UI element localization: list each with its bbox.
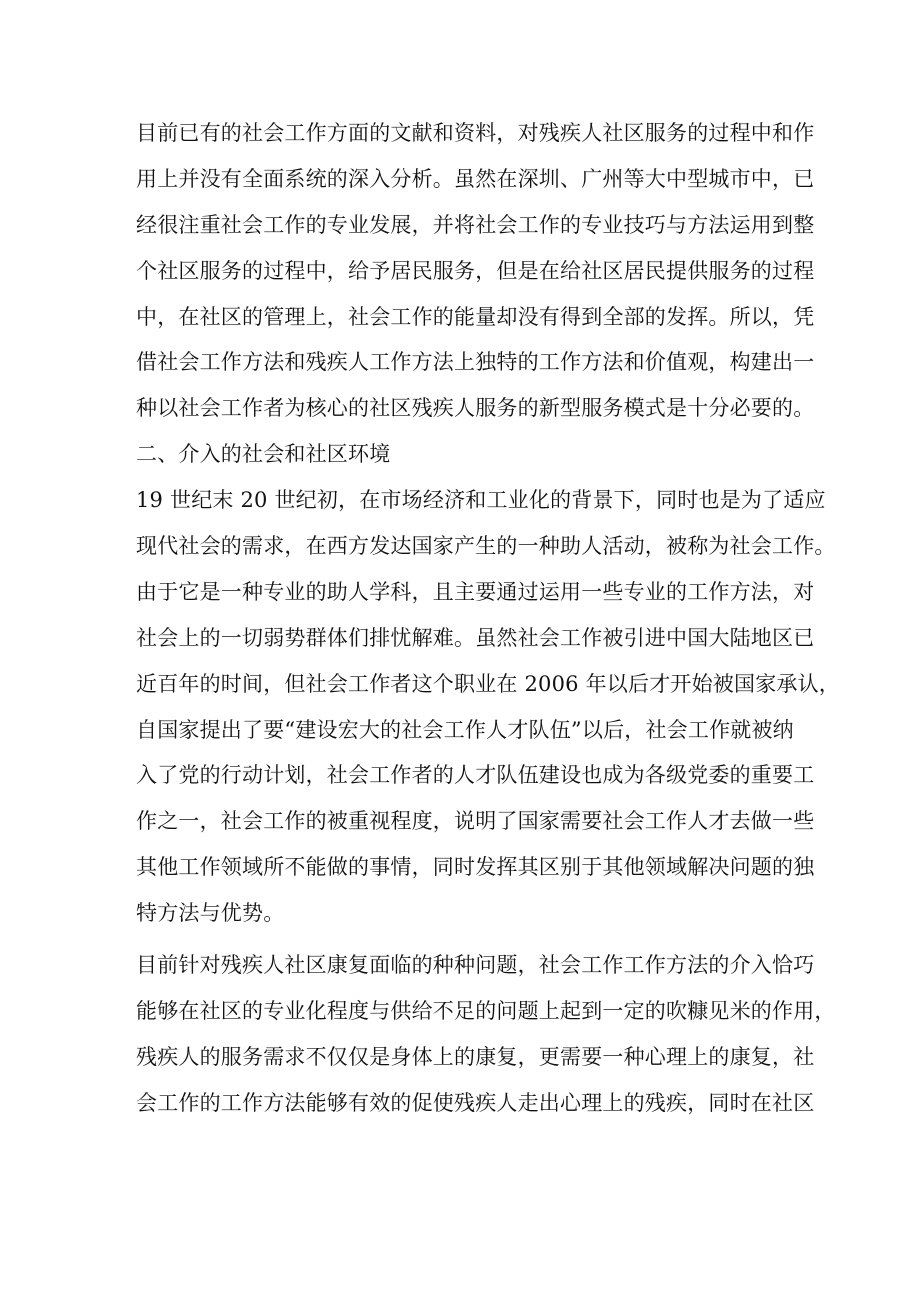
text-line: 入了党的行动计划，社会工作者的人才队伍建设也成为各级党委的重要工: [136, 763, 815, 788]
text-line: 社会上的一切弱势群体们排忧解难。虽然社会工作被引进中国大陆地区已: [136, 625, 815, 650]
text-line: 个社区服务的过程中，给予居民服务，但是在给社区居民提供服务的过程: [136, 258, 815, 283]
text-line: 中，在社区的管理上，社会工作的能量却没有得到全部的发挥。所以，凭: [136, 304, 815, 329]
text-line: 特方法与优势。: [136, 901, 285, 926]
text-line: 借社会工作方法和残疾人工作方法上独特的工作方法和价值观，构建出一: [136, 350, 815, 375]
text-line: 其他工作领域所不能做的事情，同时发挥其区别于其他领域解决问题的独: [136, 855, 815, 880]
text-line: 自国家提出了要“建设宏大的社会工作人才队伍”以后，社会工作就被纳: [136, 717, 794, 742]
text-line: 由于它是一种专业的助人学科，且主要通过运用一些专业的工作方法，对: [136, 579, 815, 604]
paragraph-community-rehab: [136, 943, 836, 1127]
text-line: 种以社会工作者为核心的社区残疾人服务的新型服务模式是十分必要的。: [136, 396, 815, 421]
text-line: 现代社会的需求，在西方发达国家产生的一种助人活动，被称为社会工作。: [136, 534, 836, 559]
document-body: [136, 111, 840, 1127]
text-line: 残疾人的服务需求不仅仅是身体上的康复，更需要一种心理上的康复，社: [136, 1044, 815, 1069]
text-line: 目前已有的社会工作方面的文献和资料，对残疾人社区服务的过程中和作: [136, 121, 815, 145]
text-line: 经很注重社会工作的专业发展，并将社会工作的专业技巧与方法运用到整: [136, 212, 815, 237]
paragraph-literature-review: [136, 111, 815, 432]
text-line: 19 世纪末 20 世纪初，在市场经济和工业化的背景下，同时也是为了适应: [136, 488, 826, 513]
text-line: 近百年的时间，但社会工作者这个职业在 2006 年以后才开始被国家承认，: [136, 671, 840, 696]
text-line: 能够在社区的专业化程度与供给不足的问题上起到一定的吹糠见米的作用，: [136, 998, 836, 1023]
section-heading: [136, 432, 788, 478]
text-line: 用上并没有全面系统的深入分析。虽然在深圳、广州等大中型城市中，已: [136, 166, 815, 191]
heading-line: 二、介入的社会和社区环境: [136, 442, 391, 467]
text-line: 作之一，社会工作的被重视程度，说明了国家需要社会工作人才去做一些: [136, 809, 815, 834]
text-line: 目前针对残疾人社区康复面临的种种问题，社会工作工作方法的介入恰巧: [136, 953, 815, 978]
paragraph-social-environment: [136, 478, 840, 937]
text-line: 会工作的工作方法能够有效的促使残疾人走出心理上的残疾，同时在社区: [136, 1090, 815, 1115]
